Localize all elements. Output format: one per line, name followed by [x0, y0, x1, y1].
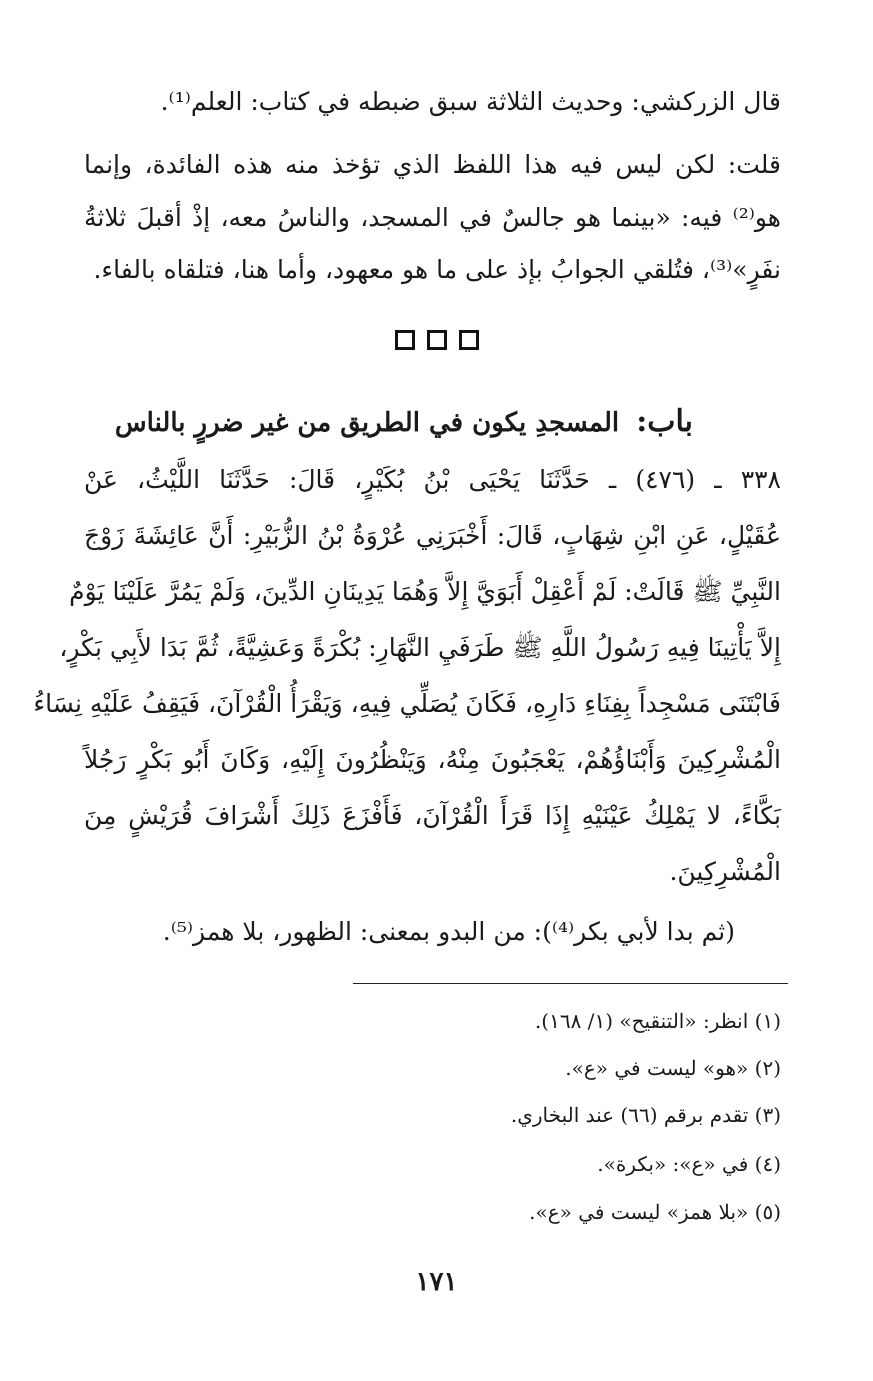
- hadith-line: عُقَيْلٍ، عَنِ ابْنِ شِهَابٍ، قَالَ: أَخْبَرَنِي عُرْوَةُ بْنُ الزُّبَيْرِ: أَنَّ عَائِشَةَ زَوْجَ: [84, 521, 781, 550]
- page-number: ١٧١: [415, 1267, 458, 1297]
- text-line: قال الزركشي: وحديث الثلاثة سبق ضبطه في كتاب: العلم⁽¹⁾.: [160, 87, 781, 116]
- chapter-heading: [115, 402, 693, 443]
- hadith-line: ٣٣٨ ـ (٤٧٦) ـ حَدَّثَنَا يَحْيَى بْنُ بُكَيْرٍ، قَالَ: حَدَّثَنَا اللَّيْثُ، عَنْ: [84, 465, 781, 494]
- text-line: هو⁽²⁾ فيه: «بينما هو جالسٌ في المسجد، والناسُ معه، إذْ أقبلَ ثلاثةُ: [84, 203, 781, 232]
- hadith-line: الْمُشْرِكِينَ.: [669, 857, 781, 886]
- hadith-line: فَابْتَنَى مَسْجِداً بِفِنَاءِ دَارِهِ، فَكَانَ يُصَلِّي فِيهِ، وَيَقْرَأُ الْقُرْآنَ، فَيَقِفُ عَلَيْهِ نِسَاءُ: [33, 689, 781, 718]
- divider-box-icon: [459, 330, 479, 350]
- footnote: (٥) «بلا همز» ليست في «ع».: [529, 1200, 781, 1224]
- footnote: (٣) تقدم برقم (٦٦) عند البخاري.: [510, 1103, 781, 1127]
- commentary-line: (ثم بدا لأبي بكر⁽⁴⁾): من البدو بمعنى: الظهور، بلا همز⁽⁵⁾.: [162, 917, 735, 946]
- text-line: نفَرٍ»⁽³⁾، فتُلقي الجوابُ بإذ على ما هو معهود، وأما هنا، فتلقاه بالفاء.: [93, 255, 781, 284]
- hadith-line: إِلاَّ يَأْتِينَا فِيهِ رَسُولُ اللَّهِ ﷺ طَرَفَيِ النَّهَارِ: بُكْرَةً وَعَشِيَّةً، ثُمَّ بَدَا لأَبِي بَكْرٍ،: [59, 633, 781, 662]
- hadith-line: النَّبِيِّ ﷺ قَالَتْ: لَمْ أَعْقِلْ أَبَوَيَّ إِلاَّ وَهُمَا يَدِينَانِ الدِّينَ، وَلَمْ يَمُرَّ عَلَيْنَا يَوْمٌ: [69, 577, 781, 606]
- divider-box-icon: [427, 330, 447, 350]
- footnote: (٤) في «ع»: «بكرة».: [597, 1152, 781, 1176]
- chapter-title: المسجدِ يكون في الطريق من غير ضررٍ بالناس: [114, 408, 620, 438]
- footnote: (٢) «هو» ليست في «ع».: [565, 1056, 781, 1080]
- hadith-line: الْمُشْرِكِينَ وَأَبْنَاؤُهُمْ، يَعْجَبُونَ مِنْهُ، وَيَنْظُرُونَ إِلَيْهِ، وَكَانَ أَبُو بَكْرٍ رَجُلاً: [84, 745, 781, 774]
- footnote: (١) انظر: «التنقيح» (١/ ١٦٨).: [534, 1009, 781, 1033]
- text-line: قلت: لكن ليس فيه هذا اللفظ الذي تؤخذ منه هذه الفائدة، وإنما: [84, 150, 781, 179]
- divider-box-icon: [395, 330, 415, 350]
- hadith-line: بَكَّاءً، لا يَمْلِكُ عَيْنَيْهِ إِذَا قَرَأَ الْقُرْآنَ، فَأَفْزَعَ ذَلِكَ أَشْرَافَ قُرَيْشٍ مِنَ: [84, 801, 781, 830]
- chapter-label: باب:: [636, 404, 693, 439]
- footnote-separator: [353, 983, 788, 984]
- section-divider: [0, 330, 873, 350]
